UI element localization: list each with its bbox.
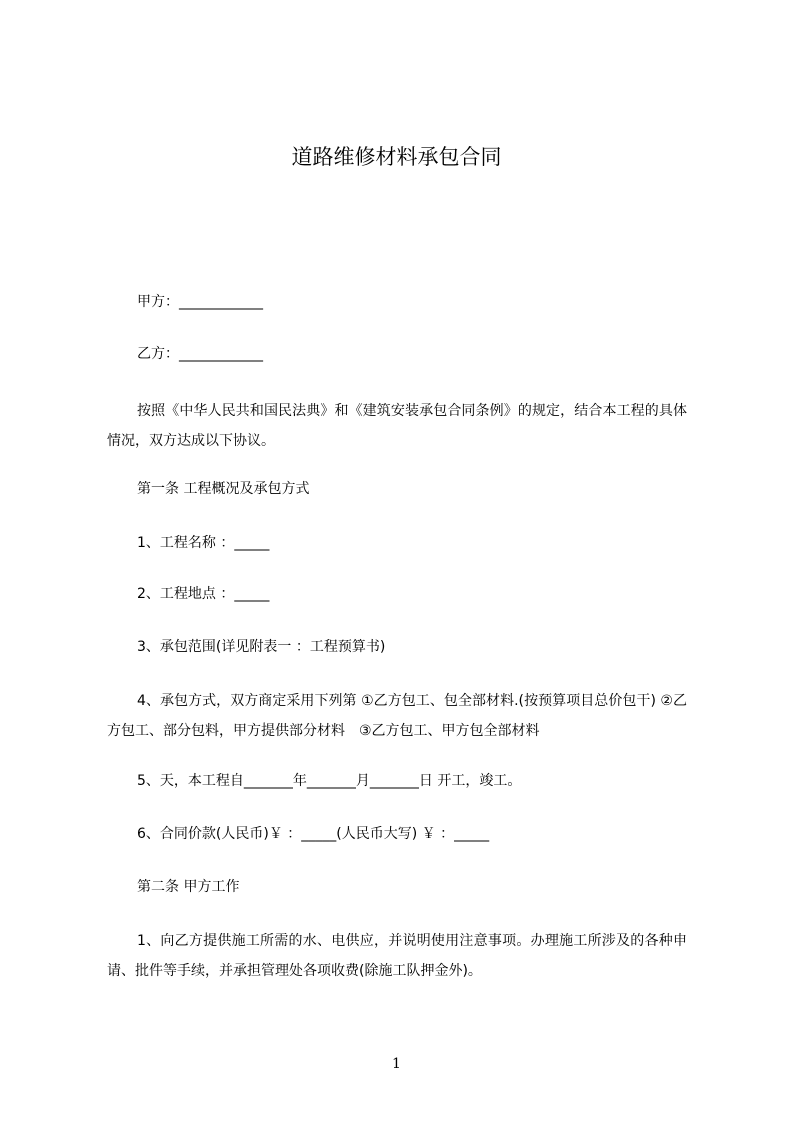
article-1-item-2: 2、工程地点 ：_____ (137, 586, 270, 602)
article-1-item-4: 4、承包方式，双方商定采用下列第 ①乙方包工、包全部材料.(按预算项目总价包干) ②乙方包工、部分包料，甲方提供部分材料 ③乙方包工、甲方包全部材料 (107, 693, 687, 739)
party-b-line: 乙方：____________ (137, 346, 263, 362)
article-1-item-3: 3、承包范围(详见附表一 ：工程预算书) (137, 639, 386, 655)
page-number: 1 (392, 1056, 401, 1072)
article-2-item-1: 1、向乙方提供施工所需的水、电供应，并说明使用注意事项。办理施工所涉及的各种申请、批件等手续，并承担管理处各项收费(除施工队押金外)。 (107, 933, 687, 979)
article-1-heading: 第一条 工程概况及承包方式 (137, 481, 310, 497)
party-a-line: 甲方：____________ (137, 294, 263, 310)
article-2-heading: 第二条 甲方工作 (137, 879, 240, 895)
article-1-item-5: 5、天，本工程自_______年_______月_______日 开工，竣工。 (137, 773, 522, 789)
intro-paragraph: 按照《中华人民共和国民法典》和《建筑安装承包合同条例》的规定，结合本工程的具体情况，双方达成以下协议。 (107, 403, 687, 449)
article-1-item-6: 6、合同价款(人民币)￥ ：_____(人民币大写) ￥ ：_____ (137, 826, 490, 842)
article-1-item-1: 1、工程名称 ：_____ (137, 535, 270, 551)
document-title: 道路维修材料承包合同 (291, 145, 502, 169)
